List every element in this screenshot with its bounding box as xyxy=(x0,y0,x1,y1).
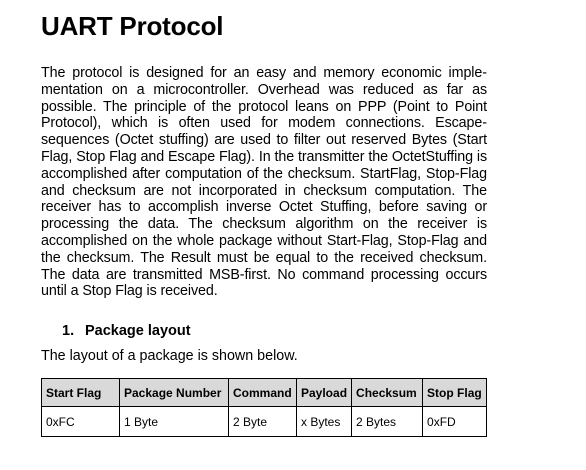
protocol-description-paragraph: The protocol is designed for an easy and memory economic implementation on a microcontroller. Overhead was reduced as far as possible. The principle of the protocol leans on PPP (Point to Point Protocol), which is often used for modem connections. Escapesequences (Octet stuffing) are used to filter out reserved Bytes (Start Flag, Stop Flag and Escape Flag). In the transmitter the OctetStuffing is accomplished after computation of the checksum. StartFlag, Stop-Flag and checksum are not incorporated in checksum computation. The receiver has to accomplish inverse Octet Stuffing, before saving or processing the data. The checksum algorithm on the receiver is accomplished on the whole package without Start-Flag, Stop-Flag and the checksum. The Result must be equal to the received checksum. The data are transmitted MSB-first. No command processing occurs until a Stop Flag is received. xyxy=(41,65,487,300)
section-heading xyxy=(62,323,191,339)
header-stop-flag: Stop Flag xyxy=(423,379,487,407)
cell-checksum: 2 Bytes xyxy=(352,407,423,437)
section-number: 1. xyxy=(62,323,75,339)
section-intro-text: The layout of a package is shown below. xyxy=(41,348,298,364)
cell-start-flag: 0xFC xyxy=(42,407,120,437)
header-package-number: Package Number xyxy=(120,379,229,407)
package-layout-table xyxy=(41,378,487,437)
page-title: UART Protocol xyxy=(41,11,224,41)
table-header-row xyxy=(42,379,487,407)
cell-stop-flag: 0xFD xyxy=(423,407,487,437)
cell-command: 2 Byte xyxy=(229,407,297,437)
header-command: Command xyxy=(229,379,297,407)
table-row xyxy=(42,407,487,437)
header-checksum: Checksum xyxy=(352,379,423,407)
cell-package-number: 1 Byte xyxy=(120,407,229,437)
header-payload: Payload xyxy=(297,379,352,407)
cell-payload: x Bytes xyxy=(297,407,352,437)
header-start-flag: Start Flag xyxy=(42,379,120,407)
section-title: Package layout xyxy=(85,323,191,339)
